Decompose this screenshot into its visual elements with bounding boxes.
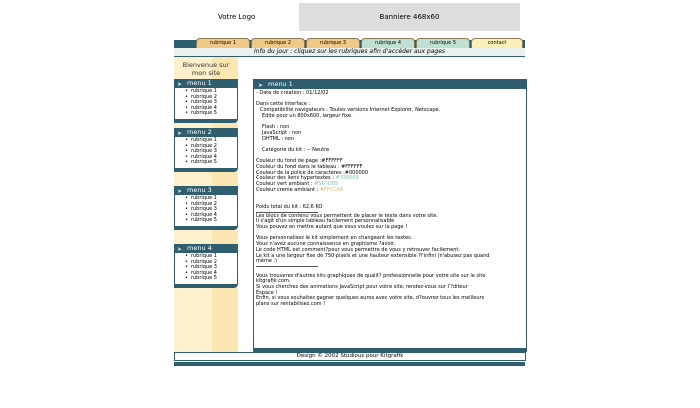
tab-rubrique-5[interactable]: rubrique 5	[416, 38, 470, 48]
menu-item-rubrique-5[interactable]: • rubrique 5	[185, 218, 237, 224]
content-line-text: Enfin, si vous souhaitez gagner quelques euros avec votre site, d?ouvrez tous les meilleurs	[256, 295, 485, 302]
content-line-text: Les blocs de contenu vous permettent de placer le texte dans votre site.	[256, 212, 438, 219]
content-line	[256, 259, 524, 265]
menu-item-rubrique-4[interactable]: • rubrique 4	[185, 271, 237, 277]
content-line-text: Couleur vert ambiant :	[256, 181, 315, 188]
content-line	[256, 274, 524, 280]
site-logo: Votre Logo	[218, 13, 256, 21]
footer-bar	[174, 362, 525, 366]
color-value: #FFCC66	[319, 186, 344, 193]
menu-header	[174, 128, 238, 137]
menu-header	[174, 186, 238, 195]
content-line-text: Catégorie du kit : -- Neutre	[262, 146, 330, 153]
menu-item-rubrique-1[interactable]: • rubrique 1	[185, 254, 237, 260]
tab-rubrique-2[interactable]: rubrique 2	[251, 38, 305, 48]
content-line-text: Edité pour un 800x600, largeur fixe.	[262, 112, 353, 119]
content-line-text: - Date de création : 01/12/02	[256, 90, 329, 96]
menu-title: menu 1	[187, 79, 212, 87]
content-line	[256, 302, 524, 308]
menu-arrow-icon: ➤	[177, 130, 183, 137]
welcome-text	[176, 61, 236, 77]
sidebar-menu-2	[174, 128, 238, 172]
menu-item-rubrique-2[interactable]: • rubrique 2	[185, 95, 237, 101]
content-line-text: Flash : non	[262, 124, 290, 131]
menu-item-rubrique-5[interactable]: • rubrique 5	[185, 160, 237, 166]
content-line-text: Le kit a une largeur fixe de 750 pixels et une hauteur extensible ?l'infini (n'abusez pas quand	[256, 252, 490, 259]
info-bar: Info du jour : cliquez sur les rubriques afin d'accéder aux pages	[174, 48, 525, 57]
content-line-text: Vous trouverez d'autres kits graphiques de qualit? professionnelle pour votre site sur le site	[256, 272, 486, 279]
content-line-text: Vous n'avez aucune connaissence en graphisme ?avoir.	[256, 241, 396, 248]
menu-item-rubrique-1[interactable]: • rubrique 1	[185, 138, 237, 144]
color-value: #567D85	[314, 181, 339, 188]
menu-header	[174, 244, 238, 253]
content-line-text: Vous personnalisez le kit simplement en changeant les textes.	[256, 235, 413, 242]
menu-footer	[174, 168, 238, 172]
menu-footer	[174, 284, 238, 288]
top-nav-tabs	[196, 38, 524, 48]
content-title: menu 1	[268, 80, 293, 88]
menu-title: menu 4	[187, 244, 212, 252]
menu-footer	[174, 226, 238, 230]
color-value: #336666	[335, 175, 359, 182]
content-line-text: Il s'agit d'un simple tableau facilement personnalisable	[256, 218, 395, 225]
sidebar-menu-4	[174, 244, 238, 288]
content-line-text: Si vous cherchez des animations JavaScript pour votre site, rendez-vous sur l'?diteur	[256, 284, 468, 291]
welcome-line-2: mon site	[191, 69, 221, 77]
content-body	[254, 89, 526, 310]
menu-item-rubrique-2[interactable]: • rubrique 2	[185, 260, 237, 266]
menu-footer	[174, 119, 238, 123]
menu-item-rubrique-3[interactable]: • rubrique 3	[185, 149, 237, 155]
content-line-text: Espace !	[256, 289, 278, 296]
content-line-text: kitgrafik.com.	[256, 278, 291, 285]
content-line-text: JavaScript : non	[262, 129, 302, 136]
menu-title: menu 2	[187, 128, 212, 136]
content-line-text: Couleur des liens hypertextes :	[256, 175, 336, 182]
sidebar-menu-3	[174, 186, 238, 230]
menu-arrow-icon: ➤	[177, 81, 183, 88]
content-line-text: Dans cette interface :	[256, 101, 311, 108]
content-line-text: Couleur de la police de caractères :#000000	[256, 169, 369, 176]
menu-item-rubrique-4[interactable]: • rubrique 4	[185, 155, 237, 161]
content-line-text: DHTML : non	[262, 135, 295, 142]
content-line-text: même :)	[256, 258, 278, 265]
welcome-line-1: Bienvenue sur	[182, 61, 230, 69]
footer-credit: Design © 2002 Studious pour Kitgrafik	[174, 352, 526, 361]
menu-item-rubrique-4[interactable]: • rubrique 4	[185, 213, 237, 219]
menu-header	[174, 79, 238, 88]
content-line-text: Vous pouvez en mettre autant que vous voulez sur la page !	[256, 224, 408, 231]
content-line-text: Poids total du kit : 62,6 KO	[256, 203, 323, 210]
content-line	[256, 205, 524, 211]
banner-placeholder: Banniere 468x60	[299, 3, 520, 31]
sidebar-menu-1	[174, 79, 238, 123]
content-footer-bar	[254, 348, 526, 351]
content-line	[256, 254, 524, 260]
content-line-text: Compatibilité navigateurs : Toutes versions Internet Explorer, Netscape.	[260, 107, 441, 114]
content-line-text: Le code HTML est comment?pour vous permettre de vous y retrouver facilement.	[256, 246, 460, 253]
menu-item-rubrique-3[interactable]: • rubrique 3	[185, 100, 237, 106]
menu-item-rubrique-4[interactable]: • rubrique 4	[185, 106, 237, 112]
menu-item-rubrique-2[interactable]: • rubrique 2	[185, 144, 237, 150]
content-line-text: Couleur du fond dans le tableau : #FFFFFF	[256, 164, 363, 171]
menu-arrow-icon: ➤	[177, 246, 183, 253]
content-block	[253, 79, 527, 352]
menu-arrow-icon: ➤	[177, 188, 183, 195]
tab-rubrique-3[interactable]: rubrique 3	[306, 38, 360, 48]
menu-item-rubrique-1[interactable]: • rubrique 1	[185, 89, 237, 95]
menu-item-rubrique-3[interactable]: • rubrique 3	[185, 207, 237, 213]
menu-item-rubrique-5[interactable]: • rubrique 5	[185, 111, 237, 117]
content-divider	[256, 266, 318, 267]
tab-rubrique-4[interactable]: rubrique 4	[361, 38, 415, 48]
content-line-text: Couleur du fond de page :#FFFFFF	[256, 158, 343, 165]
menu-item-rubrique-2[interactable]: • rubrique 2	[185, 202, 237, 208]
tab-rubrique-1[interactable]: rubrique 1	[196, 38, 250, 48]
menu-item-rubrique-3[interactable]: • rubrique 3	[185, 265, 237, 271]
menu-item-rubrique-5[interactable]: • rubrique 5	[185, 276, 237, 282]
content-header	[254, 80, 526, 89]
menu-title: menu 3	[187, 186, 212, 194]
menu-item-rubrique-1[interactable]: • rubrique 1	[185, 196, 237, 202]
content-line-text: plans sur rentabilisez.com !	[256, 301, 326, 308]
content-line-text: Couleur creme ambiant :	[256, 186, 320, 193]
tab-contact[interactable]: contact	[471, 38, 523, 48]
menu-arrow-icon: ➤	[258, 82, 264, 89]
